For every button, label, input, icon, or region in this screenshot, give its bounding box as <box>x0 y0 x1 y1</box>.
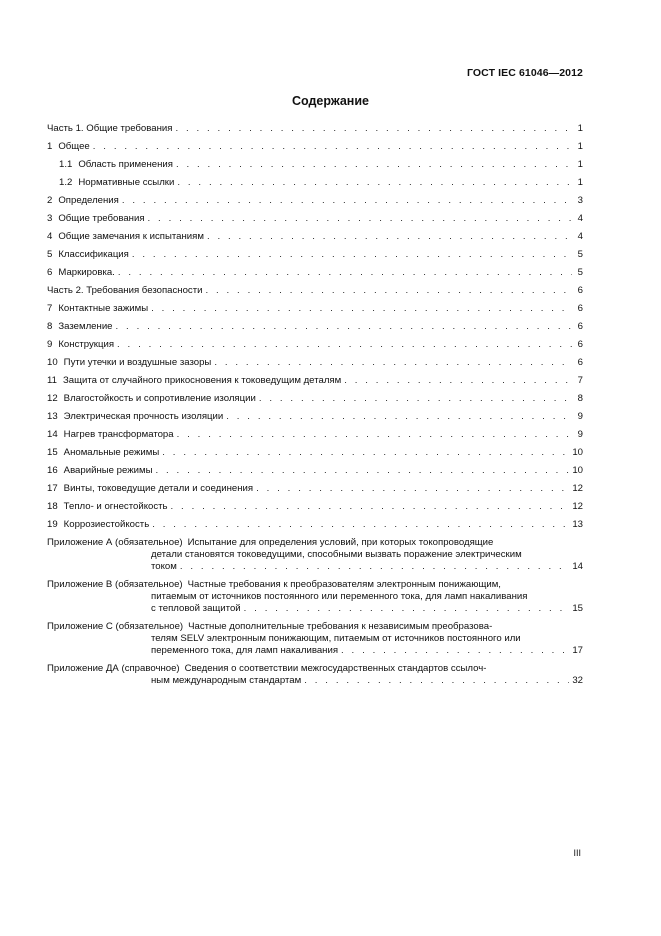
toc-entry-title <box>47 483 253 495</box>
dot-leader <box>205 285 572 297</box>
toc-entry-page: 9 <box>577 429 583 440</box>
toc-entry-text: Пути утечки и воздушные зазоры <box>63 357 212 368</box>
toc-entry-page: 4 <box>577 231 583 242</box>
toc-annex-entry[interactable] <box>47 534 583 576</box>
toc-entry-number: 8 <box>47 321 53 332</box>
toc-entry-page: 1 <box>577 177 583 188</box>
annex-page: 32 <box>572 675 583 686</box>
toc-entry[interactable] <box>47 228 583 246</box>
toc-entry-title <box>47 321 113 333</box>
toc-entry[interactable] <box>47 156 583 174</box>
toc-entry-page: 1 <box>577 141 583 152</box>
toc-entry-number: 1.2 <box>59 177 73 188</box>
toc-entry-page: 6 <box>577 285 583 296</box>
annex-title-line: Частные дополнительные требования к независимым преобразова- <box>188 621 493 632</box>
dot-leader <box>171 501 570 513</box>
dot-leader <box>132 249 572 261</box>
toc-entry[interactable] <box>47 120 583 138</box>
toc-entry-text: Коррозиестойкость <box>63 519 150 530</box>
toc-entry-text: Заземление <box>58 321 113 332</box>
toc-entry[interactable] <box>47 516 583 534</box>
dot-leader <box>259 393 572 405</box>
toc-entry[interactable] <box>47 210 583 228</box>
toc-entry[interactable] <box>47 174 583 192</box>
toc-entry-page: 6 <box>577 321 583 332</box>
document-code: ГОСТ IEC 61046—2012 <box>466 67 583 79</box>
toc-entry[interactable] <box>47 462 583 480</box>
toc-entry-number: 1 <box>47 141 53 152</box>
toc-entry-title <box>47 141 90 153</box>
annex-label: Приложение С (обязательное) <box>47 621 184 632</box>
toc-entry-number: 7 <box>47 303 53 314</box>
toc-entry-text: Нормативные ссылки <box>78 177 175 188</box>
toc-entry-text: Определения <box>58 195 119 206</box>
toc-entry-text: Общие требования <box>58 213 145 224</box>
dot-leader <box>177 429 572 441</box>
toc-entry-text: Общее <box>58 141 90 152</box>
annex-title-line: детали становятся токоведущими, способными вызвать поражение электрическим <box>151 549 522 560</box>
annex-label: Приложение В (обязательное) <box>47 579 183 590</box>
toc-entry-text: Маркировка. <box>58 267 115 278</box>
toc-entry-title <box>47 195 119 207</box>
toc-entry-number: 17 <box>47 483 58 494</box>
toc-entry-text: Часть 2. Требования безопасности <box>47 285 203 296</box>
toc-entry-number: 6 <box>47 267 53 278</box>
toc-entry[interactable] <box>47 426 583 444</box>
toc-entry[interactable] <box>47 390 583 408</box>
toc-entry-title <box>47 285 202 297</box>
toc-entry[interactable] <box>47 408 583 426</box>
toc-entry-number: 12 <box>47 393 58 404</box>
toc-entry-title <box>47 501 168 513</box>
toc-entry-page: 8 <box>577 393 583 404</box>
dot-leader <box>256 483 569 495</box>
dot-leader <box>180 561 569 573</box>
annex-title-line: Испытание для определения условий, при которых токопроводящие <box>187 537 494 548</box>
toc-entry-text: Винты, токоведущие детали и соединения <box>63 483 254 494</box>
annex-title-line: Частные требования к преобразователям электронным понижающим, <box>187 579 501 590</box>
toc-entry[interactable] <box>47 372 583 390</box>
toc-entries <box>47 120 583 534</box>
dot-leader <box>344 375 572 387</box>
toc-entry-title <box>59 159 173 171</box>
toc-entry-page: 4 <box>577 213 583 224</box>
annex-title-line: телям SELV электронным понижающим, питаемым от источников постоянного или <box>151 633 521 644</box>
toc-entry-number: 1.1 <box>59 159 73 170</box>
toc-entry-page: 6 <box>577 339 583 350</box>
toc-entry-title <box>47 411 223 423</box>
toc-entry-page: 5 <box>577 267 583 278</box>
toc-entry-text: Защита от случайного прикосновения к токоведущим деталям <box>62 375 342 386</box>
annex-title-line: Сведения о соответствии межгосударственных стандартов ссылоч- <box>184 663 487 674</box>
dot-leader <box>152 519 569 531</box>
annex-title-line: ным международным стандартам <box>151 675 302 686</box>
toc-entry-title <box>47 213 145 225</box>
dot-leader <box>175 123 572 135</box>
toc-entry-page: 5 <box>577 249 583 260</box>
annex-page: 15 <box>572 603 583 614</box>
toc-entry-number: 9 <box>47 339 53 350</box>
toc-entry-text: Классификация <box>58 249 129 260</box>
toc-entry-page: 10 <box>572 465 583 476</box>
toc-entry[interactable] <box>47 336 583 354</box>
toc-entry-title <box>47 339 114 351</box>
toc-entry-title <box>47 357 211 369</box>
dot-leader <box>162 447 569 459</box>
toc-entry[interactable] <box>47 264 583 282</box>
toc-entry-text: Нагрев трансформатора <box>63 429 174 440</box>
toc-entry-number: 2 <box>47 195 53 206</box>
toc-entry-text: Область применения <box>78 159 173 170</box>
toc-entry-number: 15 <box>47 447 58 458</box>
toc-entry-title <box>59 177 174 189</box>
toc-entry-page: 12 <box>572 483 583 494</box>
toc-entry-number: 10 <box>47 357 58 368</box>
toc-entry[interactable] <box>47 282 583 300</box>
toc-entry-text: Контактные зажимы <box>58 303 149 314</box>
toc-entry-number: 4 <box>47 231 53 242</box>
annex-page: 14 <box>572 561 583 572</box>
dot-leader <box>117 339 572 351</box>
toc-entry-number: 13 <box>47 411 58 422</box>
toc-entry[interactable] <box>47 300 583 318</box>
toc-entry-number: 3 <box>47 213 53 224</box>
toc-entry-title <box>47 231 204 243</box>
toc-entry-number: 18 <box>47 501 58 512</box>
toc-entry-page: 13 <box>572 519 583 530</box>
toc-entry[interactable] <box>47 138 583 156</box>
toc-entry-text: Общие замечания к испытаниям <box>58 231 204 242</box>
table-of-contents <box>47 120 583 690</box>
toc-entry-text: Электрическая прочность изоляции <box>63 411 224 422</box>
toc-entry-page: 9 <box>577 411 583 422</box>
dot-leader <box>116 321 572 333</box>
toc-entry-title <box>47 465 152 477</box>
dot-leader <box>304 675 569 687</box>
annex-label: Приложение ДА (справочное) <box>47 663 180 674</box>
toc-title: Содержание <box>291 94 369 108</box>
toc-entry-title <box>47 123 172 135</box>
toc-entry[interactable] <box>47 246 583 264</box>
toc-entry-number: 5 <box>47 249 53 260</box>
dot-leader <box>93 141 572 153</box>
toc-entry-page: 1 <box>577 123 583 134</box>
toc-entry-page: 3 <box>577 195 583 206</box>
annex-title-line: питаемым от источников постоянного или переменного тока, для ламп накаливания <box>151 591 528 602</box>
toc-entry[interactable] <box>47 498 583 516</box>
toc-entry-text: Конструкция <box>58 339 115 350</box>
toc-entry-number: 11 <box>47 375 57 386</box>
dot-leader <box>214 357 572 369</box>
toc-annex-entry[interactable] <box>47 618 583 660</box>
dot-leader <box>244 603 570 615</box>
toc-entry-text: Влагостойкость и сопротивление изоляции <box>63 393 256 404</box>
dot-leader <box>122 195 572 207</box>
dot-leader <box>207 231 572 243</box>
dot-leader <box>176 159 572 171</box>
toc-entry-text: Тепло- и огнестойкость <box>63 501 168 512</box>
toc-entry-title <box>47 249 129 261</box>
dot-leader <box>177 177 572 189</box>
dot-leader <box>151 303 572 315</box>
toc-entry[interactable] <box>47 192 583 210</box>
toc-entry-title <box>47 519 149 531</box>
toc-entry-number: 19 <box>47 519 58 530</box>
toc-annex-entry[interactable] <box>47 576 583 618</box>
toc-entry-title <box>47 375 341 387</box>
toc-entry-text: Аномальные режимы <box>63 447 160 458</box>
toc-entry[interactable] <box>47 354 583 372</box>
toc-entry-page: 12 <box>572 501 583 512</box>
toc-entry-text: Аварийные режимы <box>63 465 153 476</box>
toc-entry[interactable] <box>47 444 583 462</box>
toc-entry-title <box>47 447 159 459</box>
toc-entry-title <box>47 303 148 315</box>
dot-leader <box>341 645 569 657</box>
annex-label: Приложение А (обязательное) <box>47 537 183 548</box>
toc-entry-page: 7 <box>577 375 583 386</box>
annex-title-line: с тепловой защитой <box>151 603 241 614</box>
page-number: III <box>573 848 581 858</box>
annex-page: 17 <box>572 645 583 656</box>
dot-leader <box>155 465 569 477</box>
toc-entry-page: 1 <box>577 159 583 170</box>
toc-entry-page: 6 <box>577 357 583 368</box>
toc-entry[interactable] <box>47 318 583 336</box>
toc-entry-title <box>47 267 115 279</box>
toc-annex-entry[interactable] <box>47 660 583 690</box>
dot-leader <box>148 213 572 225</box>
toc-entry-number: 14 <box>47 429 58 440</box>
toc-entry-number: 16 <box>47 465 58 476</box>
toc-entry-title <box>47 429 174 441</box>
dot-leader <box>118 267 572 279</box>
dot-leader <box>226 411 572 423</box>
toc-entry[interactable] <box>47 480 583 498</box>
toc-entry-page: 6 <box>577 303 583 314</box>
annex-title-line: током <box>151 561 177 572</box>
annex-title-line: переменного тока, для ламп накаливания <box>151 645 339 656</box>
toc-entry-text: Часть 1. Общие требования <box>47 123 173 134</box>
toc-entry-title <box>47 393 256 405</box>
toc-entry-page: 10 <box>572 447 583 458</box>
toc-annexes <box>47 534 583 690</box>
